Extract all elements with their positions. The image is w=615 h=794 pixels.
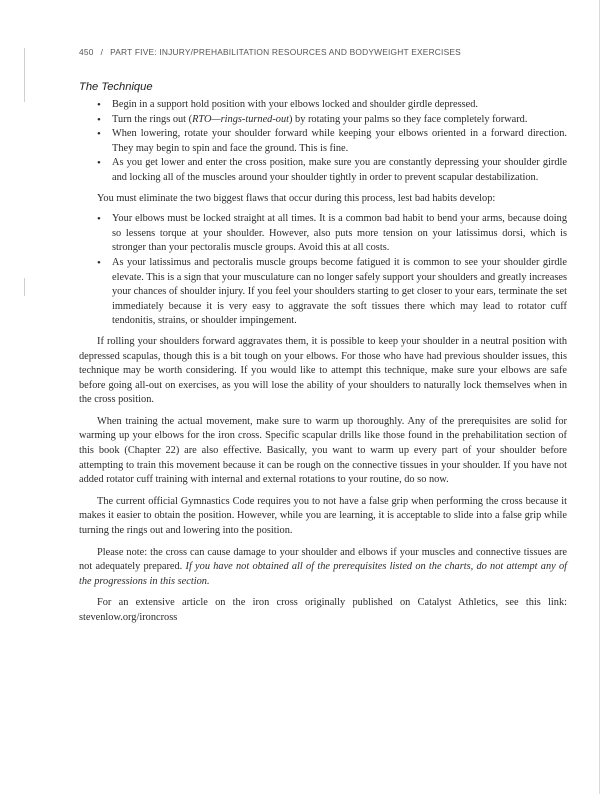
gutter-mark-top [24,48,25,102]
header-separator: / [100,47,104,57]
bullet-text-post: ) by rotating your palms so they face completely forward. [289,113,528,125]
bullet-item: • As your latissimus and pectoralis muscle groups become fatigued it is common to see your shoulder girdle elevate. This is a sign that your musculature can no longer safely support your shoulders and greatly increases your chances of shoulder injury. If you feel your shoulders starting to get closer to your ears, terminate the set immediately because it is very easy to aggravate the soft tissues there which may lead to rotator cuff tendonitis, strains, or shoulder impingement. [112,256,567,329]
running-head [79,47,461,57]
technique-bullet-list [79,98,567,186]
body-paragraph: For an extensive article on the iron cross originally published on Catalyst Athletics, see this link: stevenlow.org/ironcross [79,597,567,623]
page-number: 450 [79,47,94,57]
bullet-item: • Begin in a support hold position with your elbows locked and shoulder girdle depressed. [112,98,567,113]
bullet-item: • When lowering, rotate your shoulder forward while keeping your elbows oriented in a forward direction. They may begin to spin and face the ground. This is fine. [112,127,567,156]
part-title: PART FIVE: INJURY/PREHABILITATION RESOURCES AND BODYWEIGHT EXERCISES [110,47,461,57]
flaws-intro: You must eliminate the two biggest flaws that occur during this process, lest bad habits develop: [97,192,496,204]
gutter-mark-middle [24,278,25,296]
body-paragraph: The current official Gymnastics Code requires you to not have a false grip when performing the cross because it makes it easier to obtain the position. However, while you are learning, it is acceptable to slide into a false grip while turning the rings out and lowering into the position. [79,495,567,537]
bullet-item: • As you get lower and enter the cross position, make sure you are constantly depressing your shoulder girdle and locking all of the muscles around your shoulder tightly in order to prevent scapular destabilization. [112,156,567,185]
bullet-item: • Your elbows must be locked straight at all times. It is a common bad habit to bend your arms, because doing so lessens torque at your shoulder. However, also puts more tension on your latissimus dorsi, which is stronger than your pectoralis muscle groups. Avoid this at all costs. [112,212,567,256]
bullet-text-pre: Turn the rings out ( [112,113,193,125]
warning-text: Please note: the cross can cause damage to your shoulder and elbows if your muscles and connective tissues are not adequately prepared. [79,546,567,573]
bullet-text-emphasis: RTO—rings-turned-out [192,113,290,125]
section-heading: The Technique [79,81,153,93]
page-content [79,80,567,626]
warning-emphasis: If you have not obtained all of the prerequisites listed on the charts, do not attempt any of the progressions in this section. [79,561,567,587]
bullet-item [112,113,567,128]
body-paragraph: When training the actual movement, make sure to warm up thoroughly. Any of the prerequisites are solid for warming up your elbows for the iron cross. Specific scapular drills like those found in the prehabilitation section of this book (Chapter 22) are also effective. Basically, you want to warm up every part of your shoulder before attempting to train this movement because it can be rough on the connective tissues in your shoulder. If you have not added rotator cuff training with internal and external rotations to your routine, do so now. [79,415,567,486]
body-paragraph [79,546,567,590]
body-paragraph: If rolling your shoulders forward aggravates them, it is possible to keep your shoulder in a neutral position with depressed scapulas, though this is a bit tough on your elbows. For those who have had previous shoulder issues, this technique may be worth considering. If you would like to attempt this technique, make sure your elbows are safe before going all-out on exercises, as you will lose the ability of your shoulders to naturally lock themselves when in the cross position. [79,335,567,406]
page-edge-line [599,0,600,794]
flaws-bullet-list [79,212,567,329]
